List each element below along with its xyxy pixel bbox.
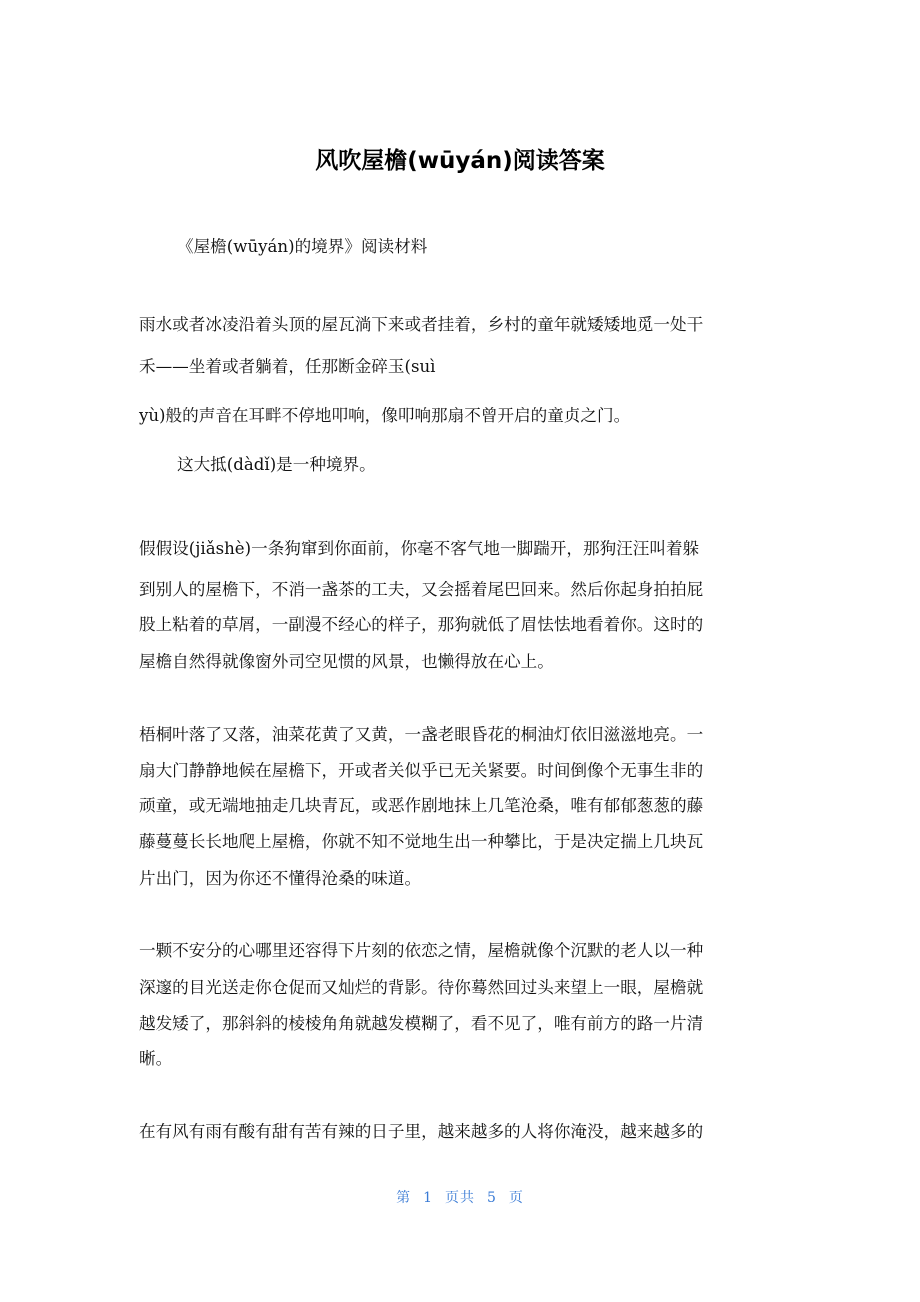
- page-number: 1: [423, 1190, 433, 1206]
- text-line: 梧桐叶落了又落，油菜花黄了又黄，一盏老眼昏花的桐油灯依旧滋滋地亮。一: [139, 725, 704, 744]
- text-line: yù)般的声音在耳畔不停地叩响，像叩响那扇不曾开启的童贞之门。: [139, 406, 631, 425]
- page-footer: [0, 1188, 920, 1208]
- document-title: 风吹屋檐(wūyán)阅读答案: [315, 148, 605, 174]
- text-line: 顽童，或无端地抽走几块青瓦，或恶作剧地抹上几笔沧桑，唯有郁郁葱葱的藤: [139, 796, 704, 815]
- text-line: 扇大门静静地候在屋檐下，开或者关似乎已无关紧要。时间倒像个无事生非的: [139, 761, 704, 780]
- text-line: 藤蔓蔓长长地爬上屋檐，你就不知不觉地生出一种攀比，于是决定揣上几块瓦: [139, 832, 704, 851]
- text-line: 股上粘着的草屑，一副漫不经心的样子，那狗就低了眉怯怯地看着你。这时的: [139, 615, 704, 634]
- total-pages: 5: [487, 1190, 497, 1206]
- text-line: 深邃的目光送走你仓促而又灿烂的背影。待你蓦然回过头来望上一眼，屋檐就: [139, 978, 704, 997]
- text-line: 雨水或者冰凌沿着头顶的屋瓦淌下来或者挂着，乡村的童年就矮矮地觅一处干: [139, 315, 704, 334]
- text-line: 假假设(jiǎshè)一条狗窜到你面前，你毫不客气地一脚踹开，那狗汪汪叫着躲: [139, 539, 700, 558]
- of-label: 页共: [445, 1190, 475, 1206]
- text-line: 片出门，因为你还不懂得沧桑的味道。: [139, 869, 422, 888]
- page-suffix: 页: [508, 1190, 524, 1206]
- text-line: 在有风有雨有酸有甜有苦有辣的日子里，越来越多的人将你淹没，越来越多的: [139, 1122, 704, 1141]
- page-label: 第: [396, 1190, 412, 1206]
- text-line: 这大抵(dàdǐ)是一种境界。: [177, 455, 376, 474]
- text-line: 到别人的屋檐下，不消一盏茶的工夫，又会摇着尾巴回来。然后你起身拍拍屁: [139, 580, 704, 599]
- text-line: 屋檐自然得就像窗外司空见惯的风景，也懒得放在心上。: [139, 652, 554, 671]
- text-line: 一颗不安分的心哪里还容得下片刻的依恋之情，屋檐就像个沉默的老人以一种: [139, 941, 704, 960]
- text-line: 晰。: [139, 1049, 173, 1068]
- document-subtitle: 《屋檐(wūyán)的境界》阅读材料: [177, 237, 428, 256]
- text-line: 禾——坐着或者躺着，任那断金碎玉(suì: [139, 357, 436, 376]
- text-line: 越发矮了，那斜斜的棱棱角角就越发模糊了，看不见了，唯有前方的路一片清: [139, 1014, 704, 1033]
